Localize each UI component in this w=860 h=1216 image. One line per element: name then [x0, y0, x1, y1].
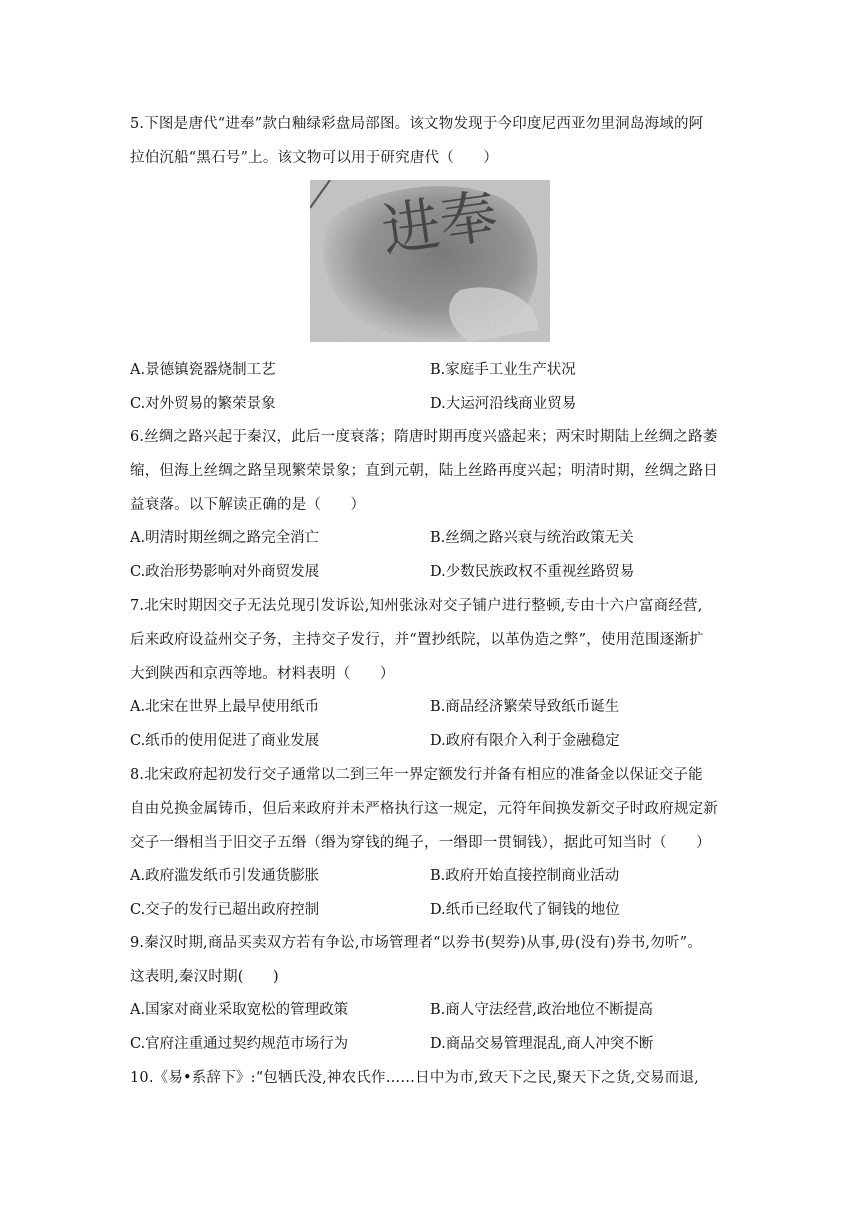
option-c[interactable]: C.交子的发行已超出政府控制 [130, 902, 320, 918]
option-d[interactable]: D.商品交易管理混乱,商人冲突不断 [430, 1036, 654, 1052]
artifact-photo [310, 180, 550, 342]
stem-line: 自由兑换金属铸币，但后来政府并未严格执行这一规定，元符年间换发新交子时政府规定新 [130, 801, 718, 817]
stem-line: 交子一缗相当于旧交子五缗（缗为穿钱的绳子，一缗即一贯铜钱），据此可知当时（ ） [130, 835, 711, 851]
option-a[interactable]: A.政府滥发纸币引发通货膨胀 [130, 868, 320, 884]
option-a[interactable]: A.北宋在世界上最早使用纸币 [130, 699, 320, 715]
stem-line: 7.北宋时期因交子无法兑现引发诉讼,知州张泳对交子铺户进行整顿,专由十六户富商经营, [130, 598, 703, 614]
option-d[interactable]: D.大运河沿线商业贸易 [430, 396, 577, 412]
stem-line: 5.下图是唐代“进奉”款白釉绿彩盘局部图。该文物发现于今印度尼西亚勿里洞岛海域的阿 [130, 116, 704, 132]
stem-line: 8.北宋政府起初发行交子通常以二到三年一界定额发行并备有相应的准备金以保证交子能 [130, 767, 703, 783]
option-d[interactable]: D.政府有限介入利于金融稳定 [430, 733, 620, 749]
stem-line: 这表明,秦汉时期( ) [130, 969, 279, 985]
option-a[interactable]: A.景德镇瓷器烧制工艺 [130, 362, 276, 378]
option-c[interactable]: C.对外贸易的繁荣景象 [130, 396, 276, 412]
stem-line: 10.《易•系辞下》:“包牺氏没,神农氏作……日中为市,致天下之民,聚天下之货,交易而退, [130, 1070, 699, 1086]
question-9-stem [130, 926, 730, 994]
artifact-photo-image [310, 180, 550, 342]
stem-line: 益衰落。以下解读正确的是（ ） [130, 497, 366, 513]
option-c[interactable]: C.官府注重通过契约规范市场行为 [130, 1036, 349, 1052]
stem-line: 拉伯沉船“黑石号”上。该文物可以用于研究唐代（ ） [130, 150, 499, 166]
option-c[interactable]: C.纸币的使用促进了商业发展 [130, 733, 320, 749]
inscription-glyphs: 进奉 [377, 181, 502, 266]
option-d[interactable]: D.纸币已经取代了铜钱的地位 [430, 902, 620, 918]
question-10-stem [130, 1061, 730, 1095]
stem-line: 缩，但海上丝绸之路呈现繁荣景象；直到元朝，陆上丝路再度兴起；明清时期，丝绸之路日 [130, 463, 718, 479]
option-b[interactable]: B.家庭手工业生产状况 [430, 362, 576, 378]
stem-line: 6.丝绸之路兴起于秦汉，此后一度衰落；隋唐时期再度兴盛起来；两宋时期陆上丝绸之路萎 [130, 429, 718, 445]
option-d[interactable]: D.少数民族政权不重视丝路贸易 [430, 564, 635, 580]
option-c[interactable]: C.政治形势影响对外商贸发展 [130, 564, 320, 580]
option-a[interactable]: A.明清时期丝绸之路完全消亡 [130, 530, 320, 546]
option-b[interactable]: B.政府开始直接控制商业活动 [430, 868, 620, 884]
stem-line: 9.秦汉时期,商品买卖双方若有争讼,市场管理者“以券书(契券)从事,毋(没有)券书,勿听”。 [130, 935, 702, 951]
stem-line: 后来政府设益州交子务，主持交子发行，并“置抄纸院，以革伪造之弊”，使用范围逐渐扩 [130, 632, 704, 648]
option-a[interactable]: A.国家对商业采取宽松的管理政策 [130, 1002, 349, 1018]
option-b[interactable]: B.丝绸之路兴衰与统治政策无关 [430, 530, 634, 546]
option-b[interactable]: B.商人守法经营,政治地位不断提高 [430, 1002, 653, 1018]
option-b[interactable]: B.商品经济繁荣导致纸币诞生 [430, 699, 620, 715]
question-6-stem [130, 420, 730, 522]
question-8-stem [130, 758, 730, 860]
question-7-stem [130, 589, 730, 691]
stem-line: 大到陕西和京西等地。材料表明（ ） [130, 666, 395, 682]
question-5-stem [130, 107, 730, 175]
